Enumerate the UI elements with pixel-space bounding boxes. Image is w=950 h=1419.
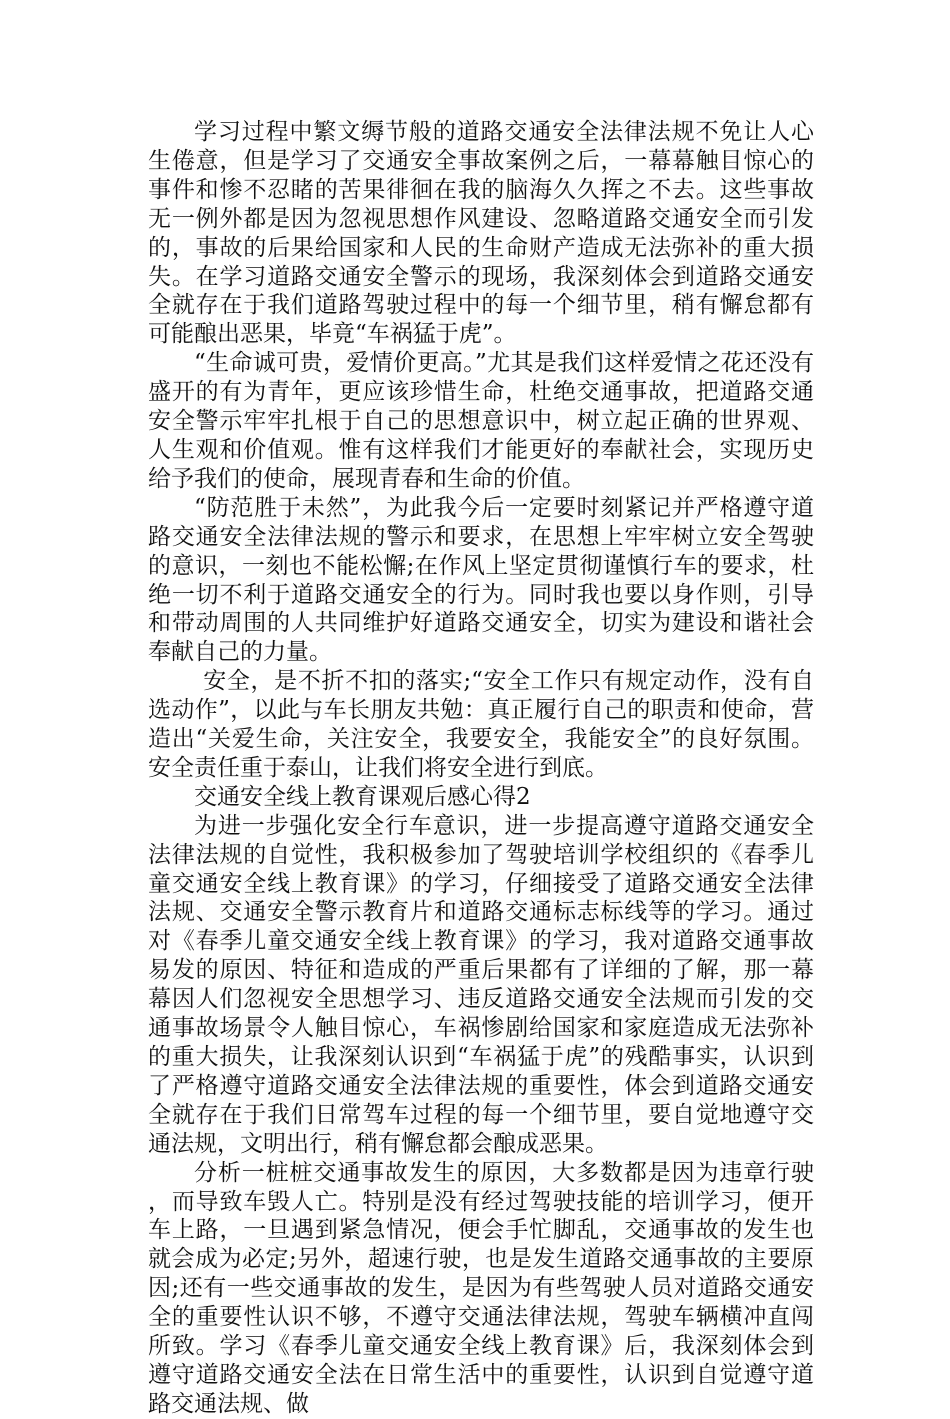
- document-body: [148, 118, 814, 1419]
- paragraph-6: 分析一桩桩交通事故发生的原因，大多数都是因为违章行驶，而导致车毁人亡。特别是没有经过驾驶技能的培训学习，便开车上路，一旦遇到紧急情况，便会手忙脚乱，交通事故的发生也就会成为必定;另外，超速行驶，也是发生道路交通事故的主要原因;还有一些交通事故的发生，是因为有些驾驶人员对道路交通安全的重要性认识不够，不遵守交通法律法规，驾驶车辆横冲直闯所致。学习《春季儿童交通安全线上教育课》后，我深刻体会到遵守道路交通安全法在日常生活中的重要性，认识到自觉遵守道路交通法规、做: [148, 1159, 814, 1417]
- section-heading: 交通安全线上教育课观后感心得2: [194, 783, 531, 810]
- paragraph-5: 为进一步强化安全行车意识，进一步提高遵守道路交通安全法律法规的自觉性，我积极参加了驾驶培训学校组织的《春季儿童交通安全线上教育课》的学习，仔细接受了道路交通安全法律法规、交通安全警示教育片和道路交通标志标线等的学习。通过对《春季儿童交通安全线上教育课》的学习，我对道路交通事故易发的原因、特征和造成的严重后果都有了详细的了解，那一幕幕因人们忽视安全思想学习、违反道路交通安全法规而引发的交通事故场景令人触目惊心，车祸惨剧给国家和家庭造成无法弥补的重大损失，让我深刻认识到“车祸猛于虎”的残酷事实，认识到了严格遵守道路交通安全法律法规的重要性，体会到道路交通安全就存在于我们日常驾车过程的每一个细节里，要自觉地遵守交通法规，文明出行，稍有懈怠都会酿成恶果。: [148, 812, 814, 1157]
- paragraph-3: “防范胜于未然”，为此我今后一定要时刻紧记并严格遵守道路交通安全法律法规的警示和要求，在思想上牢牢树立安全驾驶的意识，一刻也不能松懈;在作风上坚定贯彻谨慎行车的要求，杜绝一切不利于道路交通安全的行为。同时我也要以身作则，引导和带动周围的人共同维护好道路交通安全，切实为建设和谐社会奉献自己的力量。: [148, 494, 814, 666]
- paragraph-1: 学习过程中繁文缛节般的道路交通安全法律法规不免让人心生倦意，但是学习了交通安全事故案例之后，一幕幕触目惊心的事件和惨不忍睹的苦果徘徊在我的脑海久久挥之不去。这些事故无一例外都是因为忽视思想作风建设、忽略道路交通安全而引发的，事故的后果给国家和人民的生命财产造成无法弥补的重大损失。在学习道路交通安全警示的现场，我深刻体会到道路交通安全就存在于我们道路驾驶过程中的每一个细节里，稍有懈怠都有可能酿出恶果，毕竟“车祸猛于虎”。: [148, 119, 814, 348]
- paragraph-4: 安全，是不折不扣的落实;“安全工作只有规定动作，没有自选动作”，以此与车长朋友共勉：真正履行自己的职责和使命，营造出“关爱生命，关注安全，我要安全，我能安全”的良好氛围。安全责任重于泰山，让我们将安全进行到底。: [148, 668, 814, 781]
- paragraph-2: “生命诚可贵，爱情价更高。”尤其是我们这样爱情之花还没有盛开的有为青年，更应该珍惜生命，杜绝交通事故，把道路交通安全警示牢牢扎根于自己的思想意识中，树立起正确的世界观、人生观和价值观。惟有这样我们才能更好的奉献社会，实现历史给予我们的使命，展现青春和生命的价值。: [148, 350, 814, 492]
